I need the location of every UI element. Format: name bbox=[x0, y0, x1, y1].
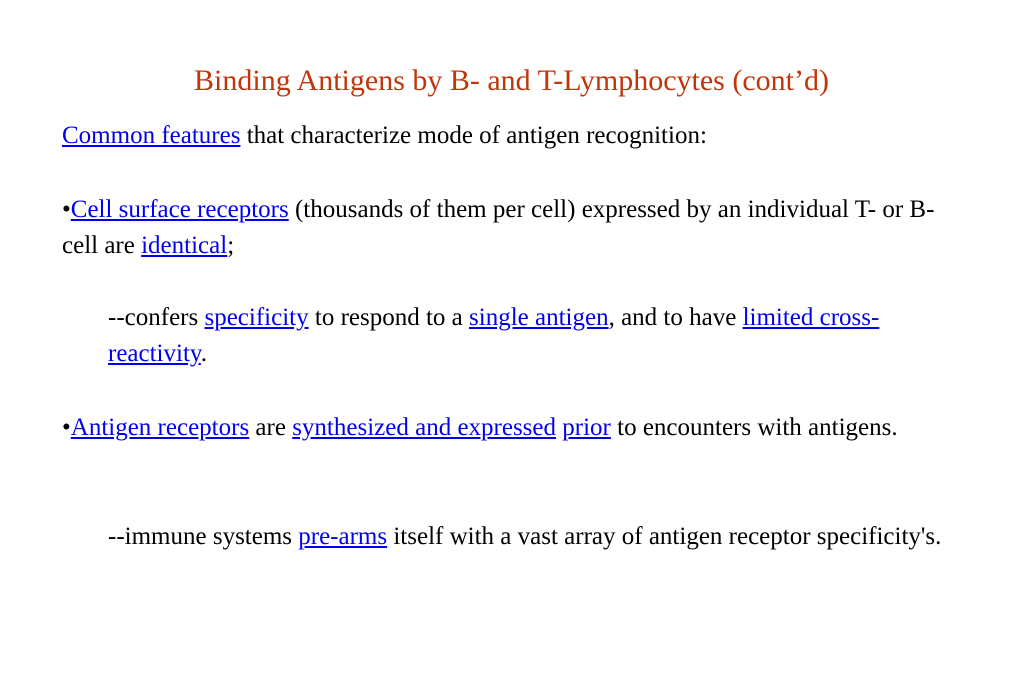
sub2-text-start: --immune systems bbox=[108, 523, 299, 550]
link-specificity[interactable]: specificity bbox=[204, 304, 309, 331]
link-pre-arms[interactable]: pre-arms bbox=[298, 523, 388, 550]
bullet2-text-end: to encounters with antigens. bbox=[610, 414, 898, 441]
bullet2-text-are: are bbox=[249, 414, 293, 441]
link-identical[interactable]: identical bbox=[141, 232, 228, 259]
bullet-cell-surface-receptors bbox=[62, 192, 967, 264]
link-prior[interactable]: prior bbox=[562, 414, 611, 441]
link-limited-cross-reactivity[interactable]: limited cross-reactivity bbox=[108, 304, 880, 367]
bullet-marker: • bbox=[62, 414, 71, 441]
link-common-features[interactable]: Common features bbox=[62, 122, 241, 149]
slide-title: Binding Antigens by B- and T-Lymphocytes (cont’d) bbox=[194, 64, 829, 97]
intro-line bbox=[62, 118, 967, 154]
sub2-text-end: itself with a vast array of antigen receptor specificity's. bbox=[387, 523, 942, 550]
sub-point-pre-arms bbox=[108, 519, 968, 555]
bullet1-end: ; bbox=[227, 232, 235, 259]
link-antigen-receptors[interactable]: Antigen receptors bbox=[70, 414, 250, 441]
link-synthesized-and-expressed[interactable]: synthesized and expressed bbox=[292, 414, 557, 441]
bullet-marker: • bbox=[62, 196, 71, 223]
bullet-antigen-receptors bbox=[62, 410, 967, 446]
sub1-text-and: , and to have bbox=[608, 304, 743, 331]
sub-point-specificity bbox=[108, 300, 968, 372]
link-single-antigen[interactable]: single antigen bbox=[469, 304, 609, 331]
intro-text: that characterize mode of antigen recognition: bbox=[240, 122, 707, 149]
sub1-text-end: . bbox=[200, 340, 208, 367]
sub1-text-middle: to respond to a bbox=[308, 304, 470, 331]
bullet1-text: (thousands of them per cell) expressed by an individual T- or B-cell are bbox=[62, 196, 935, 259]
link-cell-surface-receptors[interactable]: Cell surface receptors bbox=[70, 196, 289, 223]
sub1-text-start: --confers bbox=[108, 304, 205, 331]
